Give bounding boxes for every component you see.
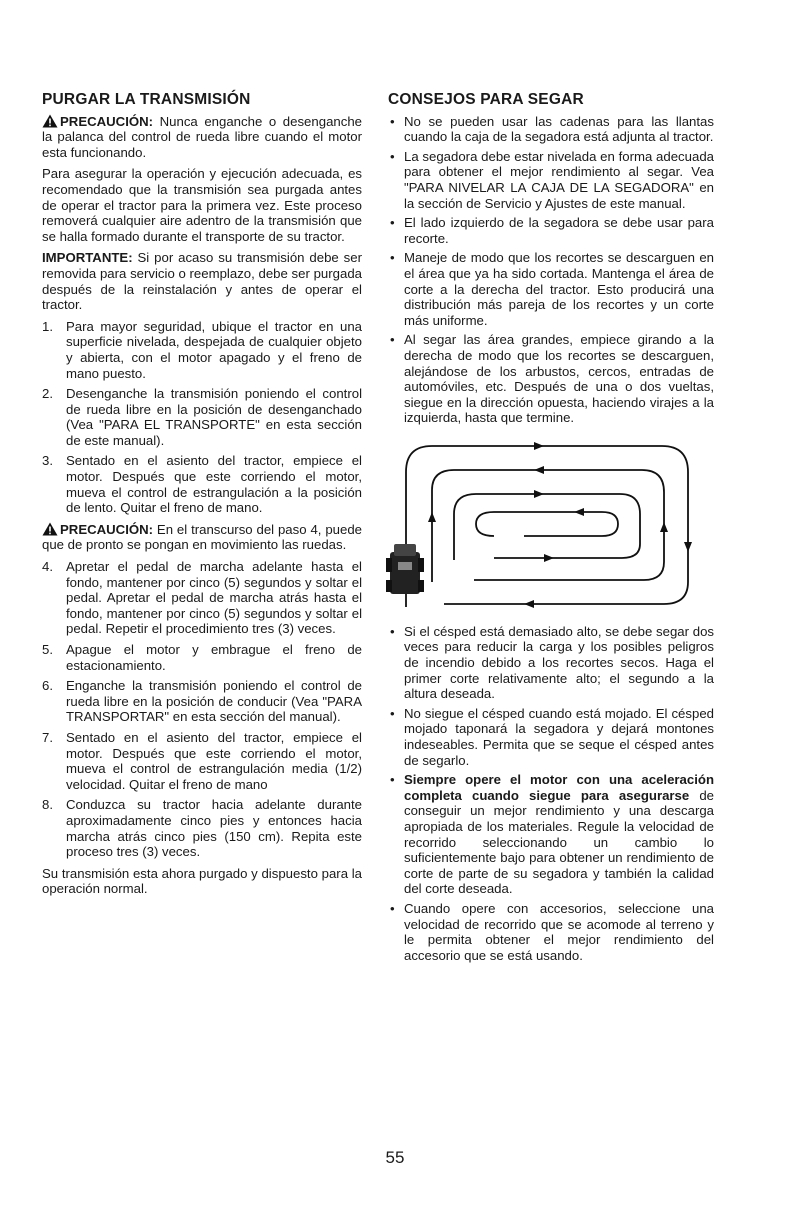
tip-text: Si el césped está demasiado alto, se debe segar dos veces para reducir la carga y los posibles peligros de incendio debido a los recortes secos. Haga el primer corte relativamente alto; el segundo a la altura deseada. — [404, 623, 714, 702]
tip-item — [388, 332, 714, 426]
bullet: • — [390, 623, 395, 639]
left-column — [42, 92, 362, 903]
tips-list-b — [388, 624, 714, 963]
mowing-pattern-diagram — [384, 432, 704, 612]
tips-list-a — [388, 114, 714, 426]
direction-arrow — [534, 466, 544, 474]
direction-arrow — [534, 490, 544, 498]
tip-text: No se pueden usar las cadenas para las llantas cuando la caja de la segadora está adjunta al tractor. — [404, 113, 714, 145]
important-text: Si por acaso su transmisión debe ser removida para servicio o reemplazo, debe ser purgada después de la reinstalación y antes de operar el tractor. — [42, 250, 362, 313]
tip-bold-text: Siempre opere el motor con una aceleración completa cuando siegue para asegurarse — [404, 772, 714, 803]
step-item — [42, 386, 362, 448]
tip-item — [388, 149, 714, 211]
bullet: • — [390, 148, 395, 164]
tip-item — [388, 624, 714, 702]
bullet: • — [390, 332, 395, 348]
important-paragraph — [42, 250, 362, 312]
tip-text: Cuando opere con accesorios, seleccione una velocidad de recorrido que se acomode al terreno y le permita obtener el mejor rendimiento del accesorio que se está usando. — [404, 900, 714, 963]
right-column — [388, 92, 714, 967]
bullet: • — [390, 250, 395, 266]
mowing-path-third — [454, 494, 640, 560]
bullet: • — [390, 900, 395, 916]
direction-arrow — [544, 554, 554, 562]
page-number: 55 — [385, 1148, 405, 1167]
direction-arrow — [534, 442, 544, 450]
mowing-path-second — [432, 470, 664, 582]
caution-text: En el transcurso del paso 4, puede que de pronto se pongan en movimiento las ruedas. — [42, 521, 362, 553]
tip-text: Maneje de modo que los recortes se descarguen en el área que ya ha sido cortada. Mantenga el área de corte a la derecha del tractor. Esto producirá una distribución más pareja de los recortes y un corte más uniforme. — [404, 250, 714, 328]
direction-arrow — [684, 542, 692, 552]
step-item — [42, 453, 362, 515]
closing-paragraph: Su transmisión esta ahora purgado y dispuesto para la operación normal. — [42, 865, 362, 897]
tip-item — [388, 772, 714, 897]
tip-text: de conseguir un mejor rendimiento y una descarga apropiada de los materiales. Regule la velocidad de recorrido seleccionando un cambio lo suficientemente bajo para obtener un rendimiento de corte de parte de su segadora y también la calidad del corte deseada. — [404, 787, 714, 897]
step-item — [42, 730, 362, 792]
step-number: 1. — [42, 318, 53, 334]
step-number: 7. — [42, 729, 53, 745]
step-number: 2. — [42, 386, 53, 402]
step-text: Sentado en el asiento del tractor, empiece el motor. Después que este corriendo el motor, mueva el control de estrangulación a la posición de lento. Quitar el freno de mano. — [66, 453, 362, 516]
tractor-icon — [386, 544, 424, 594]
step-text: Enganche la transmisión poniendo el control de rueda libre en la posición de conducir (Vea "PARA TRANSPORTAR" en esta sección del manual). — [66, 678, 362, 725]
step-item — [42, 642, 362, 673]
direction-arrow — [574, 508, 584, 516]
step-item — [42, 559, 362, 637]
warning-triangle-icon — [42, 522, 58, 536]
step-text: Apretar el pedal de marcha adelante hasta el fondo, mantener por cinco (5) segundos y soltar el pedal. Apretar el pedal de marcha atrás hasta el fondo, mantener por cinco (5) segundos y soltar el pedal. Repetir el procedimiento tres (3) veces. — [66, 559, 362, 637]
step-number: 8. — [42, 797, 53, 813]
step-text: Apague el motor y embrague el freno de estacionamiento. — [66, 642, 362, 673]
caution-paragraph-2 — [42, 522, 362, 553]
important-label: IMPORTANTE: — [42, 250, 133, 266]
step-number: 5. — [42, 642, 53, 657]
step-text: Para mayor seguridad, ubique el tractor en una superficie nivelada, despejada de cualquier objeto y abierta, con el motor apagado y el freno de mano puesto. — [66, 318, 362, 381]
bullet: • — [390, 215, 395, 231]
caution-label: PRECAUCIÓN: — [60, 113, 154, 129]
caution-label: PRECAUCIÓN: — [60, 521, 154, 537]
tip-text: El lado izquierdo de la segadora se debe usar para recorte. — [404, 215, 714, 246]
step-text: Desenganche la transmisión poniendo el control de rueda libre en la posición de desenganchado (Vea "PARA EL TRANSPORTE" en esta sección de este manual). — [66, 386, 362, 448]
step-number: 4. — [42, 559, 53, 575]
tip-item — [388, 250, 714, 328]
tip-text: Al segar las área grandes, empiece girando a la derecha de modo que los recortes se descarguen, alejándose de los arbustos, cercos, entradas de automóviles, etc. Después de una o dos vueltas, siegue en la dirección opuesta, haciendo virajes a la izquierda, hasta que termine. — [404, 332, 714, 426]
direction-arrow — [524, 600, 534, 608]
caution-paragraph-1 — [42, 114, 362, 161]
section-heading-tips: CONSEJOS PARA SEGAR — [388, 91, 584, 108]
tip-text: No siegue el césped cuando está mojado. El césped mojado taponará la segadora y dejará montones indeseables. Permita que se seque el césped antes de segarlo. — [404, 705, 714, 768]
step-number: 3. — [42, 453, 53, 469]
tip-item — [388, 114, 714, 145]
steps-list-a — [42, 319, 362, 516]
bullet: • — [390, 113, 395, 129]
section-heading-purge: PURGAR LA TRANSMISIÓN — [42, 91, 251, 108]
step-text: Sentado en el asiento del tractor, empiece el motor. Después que este corriendo el motor, mueva el control de estrangulación media (1/2) velocidad. Quitar el freno de mano — [66, 729, 362, 792]
caution-text: Nunca enganche o desenganche la palanca del control de rueda libre cuando el motor esta funcionando. — [42, 113, 362, 160]
tip-item — [388, 706, 714, 768]
intro-paragraph: Para asegurar la operación y ejecución adecuada, es recomendado que la transmisión sea purgada antes de operar el tractor para la primera vez. Este proceso removerá cualquier aire adentro de la transmisión que se halla formado durante el transporte de su tractor. — [42, 166, 362, 244]
tip-item — [388, 215, 714, 246]
step-item — [42, 319, 362, 381]
direction-arrow — [428, 512, 436, 522]
direction-arrow — [660, 522, 668, 532]
bullet: • — [390, 772, 395, 788]
step-item — [42, 797, 362, 859]
bullet: • — [390, 705, 395, 721]
tip-item — [388, 901, 714, 963]
step-number: 6. — [42, 678, 53, 694]
mowing-path-inner — [476, 512, 618, 536]
step-item — [42, 678, 362, 725]
steps-list-b — [42, 559, 362, 860]
warning-triangle-icon — [42, 114, 58, 128]
tip-text: La segadora debe estar nivelada en forma adecuada para obtener el mejor rendimiento al segar. Vea "PARA NIVELAR LA CAJA DE LA SEGADORA" en la sección de Servicio y Ajustes de este manual. — [404, 148, 714, 211]
step-text: Conduzca su tractor hacia adelante durante aproximadamente cinco pies y entonces hacia marcha atrás cinco pies (150 cm). Repita este proceso tres (3) veces. — [66, 797, 362, 860]
